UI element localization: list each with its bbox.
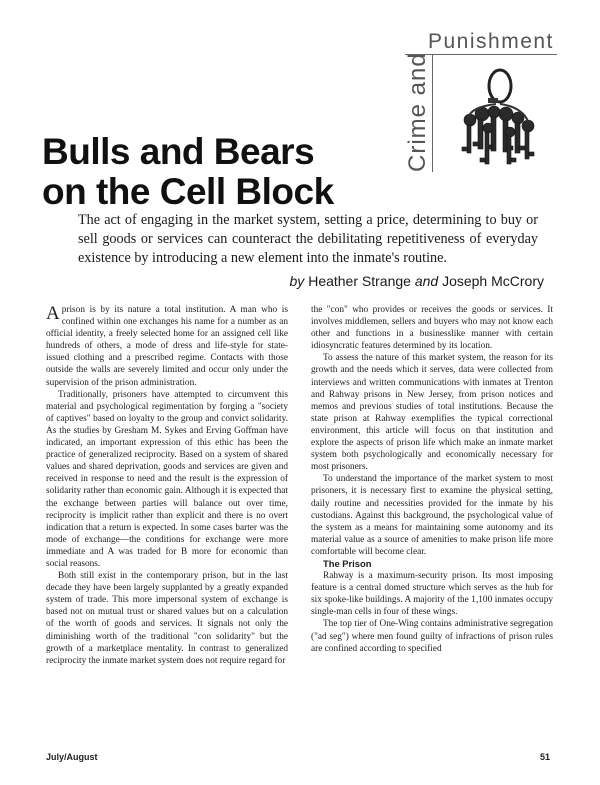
paragraph: The top tier of One-Wing contains administrative segregation ("ad seg") where men found guilty of infractions of prison rules are confined according to specified xyxy=(311,619,553,654)
logo-rule-side xyxy=(432,54,433,172)
issue-date: July/August xyxy=(46,752,98,762)
keys-illustration xyxy=(440,62,550,174)
page-number: 51 xyxy=(539,752,550,762)
byline-by: by xyxy=(289,273,305,289)
author-2: Joseph McCrory xyxy=(442,273,544,289)
paragraph: Both still exist in the contemporary prison, but in the last decade they have been largely supplanted by a greatly expanded system of trade. This more impersonal system of exchange is based not on mutual trust or shared values but on a calculation of the worth of goods and services. It signals not only the diminishing worth of the traditional "con solidarity" but the growth of a marketplace mentality. In contrast to generalized reciprocity the inmate market system does not require regard for xyxy=(46,571,288,666)
paragraph: Traditionally, prisoners have attempted to circumvent this material and psychological regimentation by forging a "society of captives" based on loyalty to the group and convict solidarity. As the studies by Gresham M. Sykes and Erving Goffman have indicated, an important expression of this ethic has been the practice of generalized reciprocity. Based on a system of shared values and shared deprivation, goods and services are given and received in response to need and the result is the expression of solidarity rather than economic gain. Although it is expected that the exchange between parties will balance out over time, reciprocity is implicit rather than explicit and there is no overt indication that a return is expected. In some cases barter was the mode of exchange—the conditions for exchange were more immediate and A was traded for B more for economic than social reasons. xyxy=(46,389,288,569)
section-subhead: The Prison xyxy=(323,557,372,569)
column-2 xyxy=(311,304,553,655)
paragraph xyxy=(46,304,288,389)
byline xyxy=(290,273,544,289)
article-deck: The act of engaging in the market system, setting a price, determining to buy or sell goods or services can counteract the debilitating repetitiveness of everyday existence by introducing a new element into the inmate's routine. xyxy=(78,212,538,266)
article-title-line1: Bulls and Bears xyxy=(42,131,315,172)
article-title xyxy=(42,132,334,212)
column-1 xyxy=(46,304,288,667)
section-logo-punishment: Punishment xyxy=(428,30,554,53)
paragraph: the "con" who provides or receives the goods or services. It involves middlemen, sellers and buyers who may not know each other and functions in a businesslike manner with certain idiosyncratic features determined by its location. xyxy=(311,305,553,352)
drop-cap: A xyxy=(46,303,60,324)
paragraph: To assess the nature of this market system, the reason for its growth and the needs which it serves, data were collected from interviews and written communications with inmates at Trenton and Rahway prisons in New Jersey, from prison notices and memos and previous studies of total institutions. Because the state prison at Rahway exemplifies the typical correctional environment, this article will focus on that institution and explore the aspects of prison life which make an inmate market system both psychologically and economically necessary for most prisoners. xyxy=(311,353,553,473)
author-1: Heather Strange xyxy=(308,273,411,289)
article-title-line2: on the Cell Block xyxy=(42,171,334,212)
byline-and: and xyxy=(414,273,439,289)
paragraph-text: prison is by its nature a total institution. A man who is confined within one exchanges his name for a number as an official identity, a freely selected home for an assigned cell like hundreds of others, a mode of dress and life-style for state-issued clothing and a prescribed regime. Contacts with those outside the walls are severely limited and occur only under the supervision of the prison administration. xyxy=(46,305,288,388)
paragraph: Rahway is a maximum-security prison. Its most imposing feature is a central domed structure which serves as the hub for six spoke-like buildings. A majority of the 1,100 inmates occupy single-man cells in four of these wings. xyxy=(311,571,553,618)
section-logo-crime-and: Crime and xyxy=(404,52,431,172)
paragraph: To understand the importance of the market system to most prisoners, it is necessary first to examine the physical setting, daily routine and necessities provided for the inmate by his custodians. Against this background, the psychological value of the system as a means for maintaining some autonomy and its material value as a source of amenities to make prison life more comfortable will become clear. xyxy=(311,474,553,557)
